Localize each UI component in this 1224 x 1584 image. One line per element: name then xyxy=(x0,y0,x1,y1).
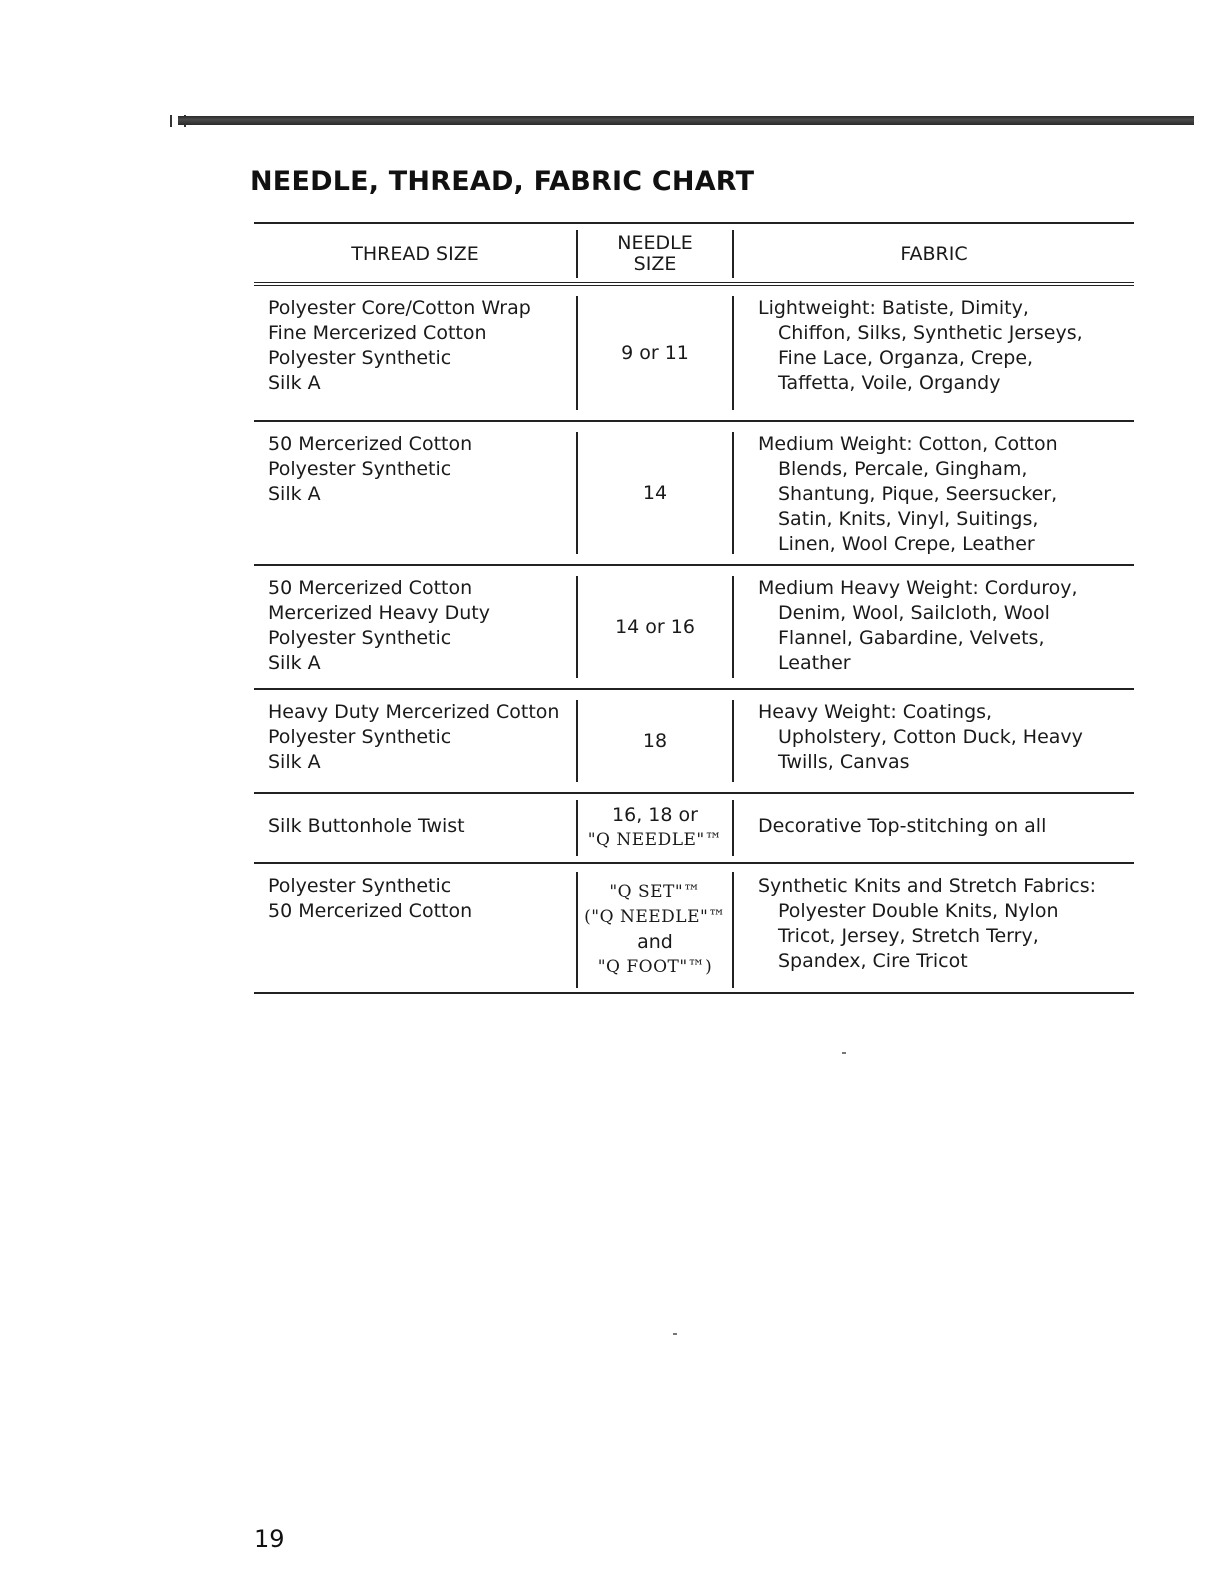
thread-line: Polyester Synthetic xyxy=(268,726,452,748)
table-row xyxy=(254,422,1134,566)
thread-line: Heavy Duty Mercerized Cotton xyxy=(268,701,560,723)
thread-line: Polyester Synthetic xyxy=(268,458,452,480)
page-title: NEEDLE, THREAD, FABRIC CHART xyxy=(250,166,755,197)
needle-cell xyxy=(576,700,734,782)
thread-cell xyxy=(254,422,576,564)
table-row xyxy=(254,794,1134,864)
fabric-line: Flannel, Gabardine, Velvets, xyxy=(778,627,1045,649)
header-fabric: FABRIC xyxy=(900,242,968,265)
fabric-line: Leather xyxy=(778,652,851,674)
thread-line: 50 Mercerized Cotton xyxy=(268,900,473,922)
fabric-line: Denim, Wool, Sailcloth, Wool xyxy=(778,602,1050,624)
fabric-line: Taffetta, Voile, Organdy xyxy=(778,372,1001,394)
thread-line: Fine Mercerized Cotton xyxy=(268,322,487,344)
needle-line: 16, 18 or xyxy=(612,804,698,826)
needle-line: 14 xyxy=(642,481,668,504)
fabric-cell xyxy=(734,286,1134,420)
needle-line: "Q SET"™ xyxy=(609,882,701,902)
thread-line: Silk A xyxy=(268,751,321,773)
fabric-line: Blends, Percale, Gingham, xyxy=(778,458,1028,480)
fabric-cell xyxy=(734,864,1134,992)
thread-line: Polyester Core/Cotton Wrap xyxy=(268,297,531,319)
header-rule xyxy=(178,116,1194,125)
fabric-line: Synthetic Knits and Stretch Fabrics: xyxy=(758,875,1096,897)
header-needle-line2: SIZE xyxy=(633,253,677,275)
needle-cell xyxy=(576,872,734,988)
table-row xyxy=(254,286,1134,422)
fabric-line: Satin, Knits, Vinyl, Suitings, xyxy=(778,508,1039,530)
needle-thread-fabric-table xyxy=(254,222,1134,994)
thread-line: Silk Buttonhole Twist xyxy=(268,815,465,837)
thread-line: Silk A xyxy=(268,483,321,505)
thread-line: 50 Mercerized Cotton xyxy=(268,433,473,455)
thread-cell xyxy=(254,864,576,992)
needle-line: "Q NEEDLE"™ xyxy=(587,830,723,850)
table-row xyxy=(254,566,1134,690)
needle-line: ("Q NEEDLE"™ xyxy=(584,907,726,927)
needle-line: 9 or 11 xyxy=(621,341,689,364)
thread-line: 50 Mercerized Cotton xyxy=(268,577,473,599)
thread-line: Polyester Synthetic xyxy=(268,347,452,369)
header-thread-size: THREAD SIZE xyxy=(351,242,479,265)
fabric-line: Linen, Wool Crepe, Leather xyxy=(778,533,1035,555)
thread-cell xyxy=(254,286,576,420)
needle-line: 18 xyxy=(642,729,668,752)
needle-line: "Q FOOT"™) xyxy=(597,957,713,977)
fabric-line: Upholstery, Cotton Duck, Heavy xyxy=(778,726,1083,748)
thread-line: Silk A xyxy=(268,652,321,674)
needle-cell xyxy=(576,800,734,856)
thread-cell xyxy=(254,566,576,688)
scan-speck xyxy=(842,1052,846,1054)
fabric-line: Fine Lace, Organza, Crepe, xyxy=(778,347,1034,369)
fabric-line: Tricot, Jersey, Stretch Terry, xyxy=(778,925,1039,947)
fabric-line: Twills, Canvas xyxy=(778,751,910,773)
fabric-cell xyxy=(734,794,1134,862)
needle-cell xyxy=(576,432,734,554)
needle-cell xyxy=(576,576,734,678)
thread-line: Polyester Synthetic xyxy=(268,875,452,897)
thread-line: Polyester Synthetic xyxy=(268,627,452,649)
header-needle-size xyxy=(576,230,734,278)
fabric-cell xyxy=(734,422,1134,564)
thread-line: Silk A xyxy=(268,372,321,394)
table-header xyxy=(254,222,1134,286)
needle-line: 14 or 16 xyxy=(615,615,695,638)
thread-cell xyxy=(254,690,576,792)
table-row xyxy=(254,690,1134,794)
needle-cell xyxy=(576,296,734,410)
thread-cell xyxy=(254,794,576,862)
fabric-line: Medium Weight: Cotton, Cotton xyxy=(758,433,1058,455)
fabric-line: Decorative Top-stitching on all xyxy=(758,815,1047,837)
fabric-line: Lightweight: Batiste, Dimity, xyxy=(758,297,1029,319)
needle-line: and xyxy=(637,931,673,953)
fabric-cell xyxy=(734,566,1134,688)
header-needle-line1: NEEDLE xyxy=(617,232,693,254)
fabric-line: Shantung, Pique, Seersucker, xyxy=(778,483,1058,505)
fabric-line: Chiffon, Silks, Synthetic Jerseys, xyxy=(778,322,1083,344)
table-row xyxy=(254,864,1134,994)
fabric-cell xyxy=(734,690,1134,792)
scan-speck xyxy=(673,1333,677,1335)
thread-line: Mercerized Heavy Duty xyxy=(268,602,490,624)
fabric-line: Polyester Double Knits, Nylon xyxy=(778,900,1059,922)
fabric-line: Spandex, Cire Tricot xyxy=(778,950,968,972)
fabric-line: Heavy Weight: Coatings, xyxy=(758,701,993,723)
fabric-line: Medium Heavy Weight: Corduroy, xyxy=(758,577,1078,599)
page-number: 19 xyxy=(254,1525,285,1553)
